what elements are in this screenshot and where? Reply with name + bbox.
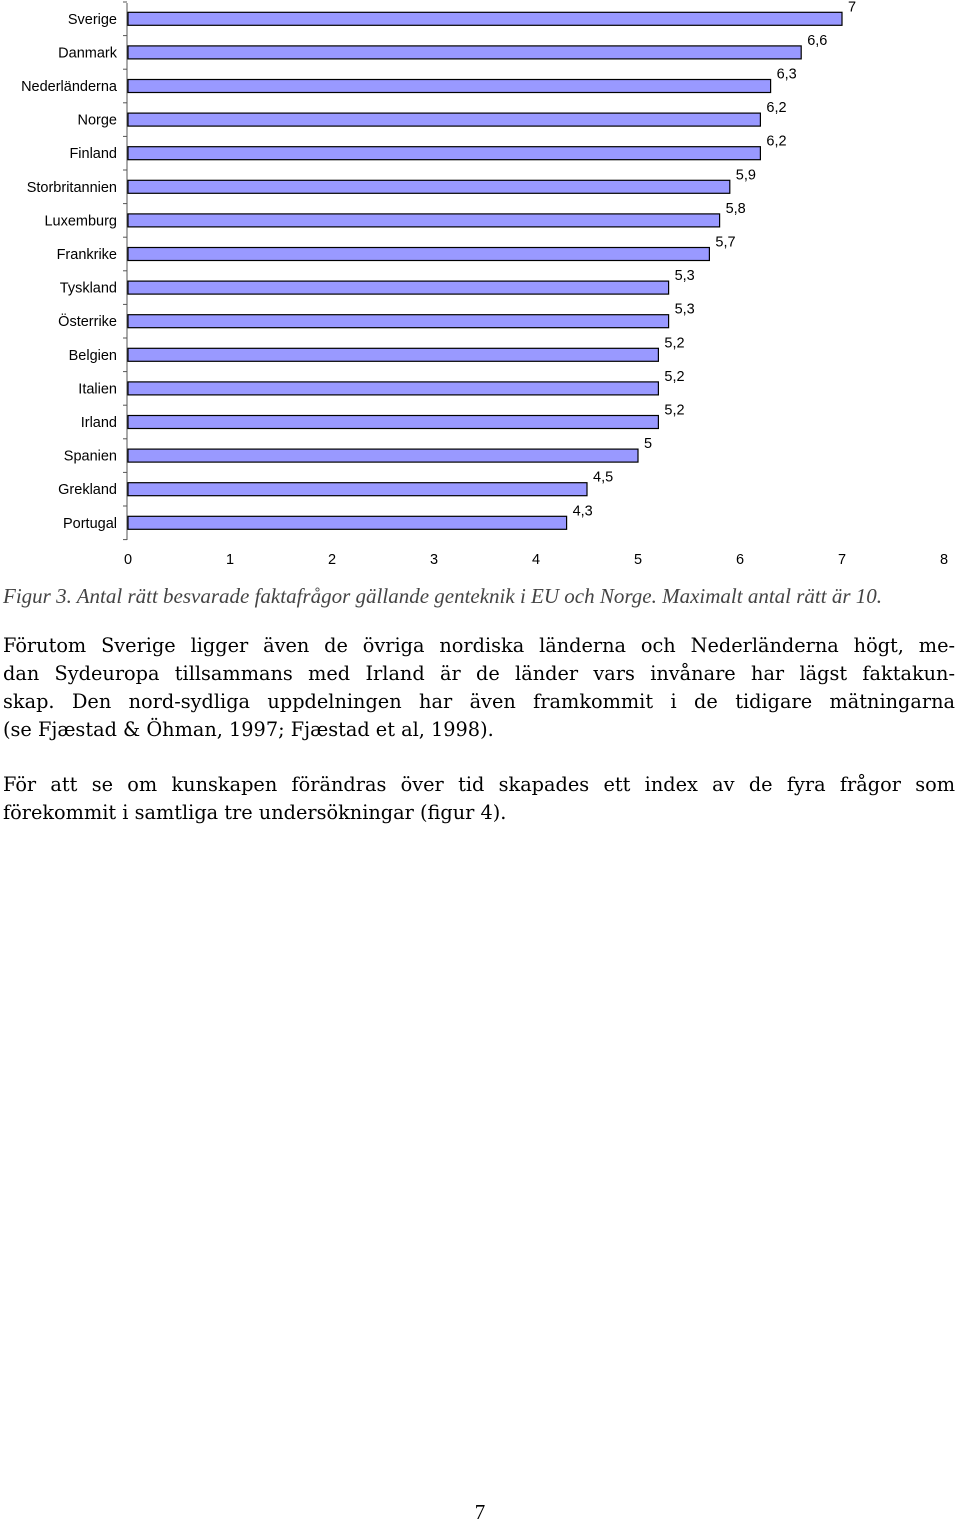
bar (128, 281, 669, 294)
category-label: Danmark (58, 45, 117, 62)
value-label: 5,7 (715, 234, 736, 251)
bar (128, 348, 658, 361)
value-label: 5,3 (674, 301, 695, 318)
value-label: 4,3 (572, 503, 593, 520)
category-label: Österrike (58, 314, 117, 331)
value-label: 6,6 (807, 32, 828, 49)
bar (128, 382, 658, 395)
paragraph-2-line: För att se om kunskapen förändras över tid skapades ett index av de fyra frågor som (3, 773, 955, 796)
paragraph-1-line: Förutom Sverige ligger även de övriga nordiska länderna och Nederländerna högt, me- (3, 634, 955, 657)
value-label: 5,3 (674, 268, 695, 285)
category-label: Grekland (58, 482, 117, 499)
paragraph-1 (3, 632, 955, 744)
value-label: 5 (644, 436, 653, 453)
category-label: Belgien (68, 347, 117, 364)
paragraph-2-line: förekommit i samtliga tre undersökningar (figur 4). (3, 801, 507, 824)
value-label: 7 (848, 0, 857, 16)
bar (128, 214, 720, 227)
category-label: Sverige (67, 11, 117, 28)
bar (128, 516, 567, 529)
category-label: Storbritannien (26, 179, 117, 196)
bar (128, 483, 587, 496)
bar-chart (0, 0, 960, 575)
category-label: Italien (78, 381, 117, 398)
value-label: 5,2 (664, 335, 685, 352)
x-tick-label: 1 (225, 552, 235, 568)
bar (128, 449, 638, 462)
bar (128, 180, 730, 193)
bar (128, 147, 760, 160)
paragraph-1-line: dan Sydeuropa tillsammans med Irland är de länder vars invånare har lägst faktakun- (3, 662, 955, 685)
category-label: Frankrike (56, 247, 117, 263)
category-label: Norge (77, 112, 117, 129)
category-label: Portugal (62, 515, 117, 532)
category-label: Luxemburg (44, 213, 117, 230)
paragraph-2 (3, 771, 955, 827)
bar (128, 248, 709, 261)
category-label: Spanien (63, 448, 117, 465)
x-tick-label: 2 (327, 552, 337, 568)
figure-caption: Figur 3. Antal rätt besvarade faktafrågor gällande genteknik i EU och Norge. Maximalt antal rätt är 10. (3, 584, 882, 608)
x-tick-label: 6 (735, 552, 745, 568)
category-label: Tyskland (59, 280, 117, 297)
value-label: 6,3 (776, 66, 797, 83)
bar (128, 416, 658, 429)
paragraph-1-line: skap. Den nord-sydliga uppdelningen har även framkommit i de tidigare mätningarna (3, 690, 955, 713)
bar (128, 315, 669, 328)
paragraph-1-line: (se Fjæstad & Öhman, 1997; Fjæstad et al, 1998). (3, 718, 494, 741)
x-tick-label: 5 (633, 552, 643, 568)
x-tick-label: 7 (837, 552, 847, 568)
value-label: 4,5 (593, 469, 614, 486)
bar (128, 113, 760, 126)
page-number: 7 (474, 1500, 486, 1524)
value-label: 5,2 (664, 402, 685, 419)
category-label: Irland (80, 415, 117, 431)
value-label: 5,2 (664, 368, 685, 385)
bar (128, 12, 842, 25)
x-tick-label: 3 (429, 552, 439, 568)
value-label: 5,8 (725, 200, 746, 217)
bar (128, 46, 801, 59)
value-label: 6,2 (766, 100, 787, 117)
bar (128, 80, 771, 93)
x-tick-label: 4 (531, 552, 541, 568)
x-tick-label: 8 (939, 552, 949, 568)
value-label: 6,2 (766, 133, 787, 150)
category-label: Finland (69, 146, 117, 163)
value-label: 5,9 (735, 167, 756, 184)
x-tick-label: 0 (123, 552, 133, 568)
category-label: Nederländerna (21, 79, 117, 95)
